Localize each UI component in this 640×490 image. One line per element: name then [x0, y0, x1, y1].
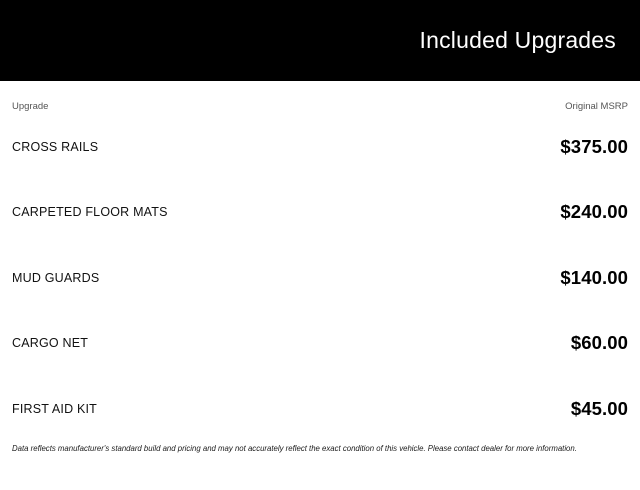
upgrades-list	[12, 114, 628, 442]
upgrade-name: MUD GUARDS	[12, 270, 100, 285]
footer-spacer	[0, 460, 640, 490]
disclaimer-text: Data reflects manufacturer's standard build and pricing and may not accurately reflect the exact condition of this vehicle. Please contact dealer for more information.	[12, 443, 577, 453]
upgrade-price: $375.00	[560, 135, 628, 157]
upgrade-name: CARGO NET	[12, 336, 89, 351]
page-header	[0, 0, 640, 81]
column-header-msrp: Original MSRP	[565, 101, 628, 112]
upgrade-price: $45.00	[570, 397, 628, 419]
table-row	[12, 376, 628, 442]
table-row	[12, 114, 628, 180]
page-title: Included Upgrades	[419, 26, 616, 53]
table-column-headers	[12, 81, 628, 114]
table-row	[12, 311, 628, 377]
upgrade-price: $140.00	[560, 266, 628, 288]
upgrade-name: CARPETED FLOOR MATS	[12, 205, 168, 220]
table-row	[12, 180, 628, 246]
column-header-upgrade: Upgrade	[12, 101, 49, 112]
upgrade-name: FIRST AID KIT	[12, 401, 98, 416]
upgrade-price: $240.00	[560, 201, 628, 223]
upgrade-name: CROSS RAILS	[12, 139, 99, 154]
upgrade-price: $60.00	[570, 332, 628, 354]
table-row	[12, 245, 628, 311]
page-content	[0, 81, 640, 460]
